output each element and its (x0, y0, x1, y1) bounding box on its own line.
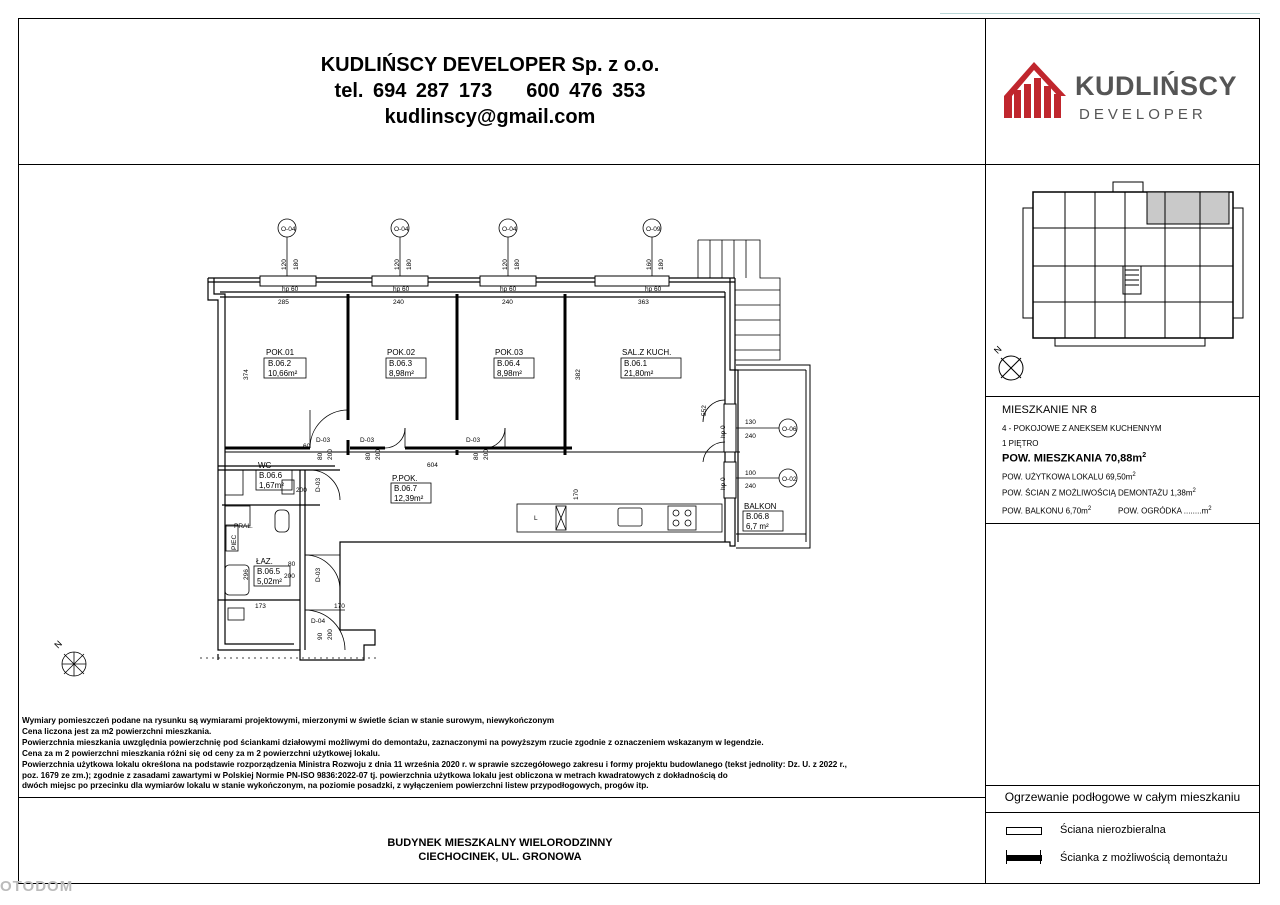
window-label: O-09 (646, 226, 661, 233)
svg-text:10,66m²: 10,66m² (268, 369, 298, 378)
svg-text:180: 180 (406, 259, 413, 270)
svg-text:200: 200 (483, 449, 490, 460)
svg-text:D-03: D-03 (316, 437, 331, 444)
svg-text:D-03: D-03 (315, 567, 322, 582)
svg-text:21,80m²: 21,80m² (624, 369, 654, 378)
svg-text:374: 374 (243, 369, 250, 380)
svg-text:PIEC: PIEC (231, 534, 238, 550)
note-line: Cena liczona jest za m2 powierzchni mieszkania. (22, 726, 212, 736)
svg-text:L: L (534, 515, 538, 522)
svg-text:180: 180 (514, 259, 521, 270)
tel-label: tel. (334, 80, 364, 102)
phone-1[interactable]: 694 287 173 (373, 80, 493, 102)
svg-text:240: 240 (502, 299, 513, 306)
garden-area: POW. OGRÓDKA $........m^2$ (1118, 506, 1212, 516)
svg-text:8,98m²: 8,98m² (497, 369, 522, 378)
svg-text:200: 200 (327, 629, 334, 640)
floor-plan (20, 170, 980, 710)
removable-wall-swatch-tick (1006, 850, 1007, 864)
svg-text:240: 240 (745, 483, 756, 490)
building-info (300, 836, 700, 864)
email[interactable]: kudlinscy@gmail.com (384, 106, 596, 128)
svg-text:B.06.7: B.06.7 (394, 484, 418, 493)
window-label: O-06 (782, 426, 797, 433)
usable-area: POW. UŻYTKOWA LOKALU $69,50m^2$ (1002, 472, 1136, 482)
svg-text:hp 0: hp 0 (720, 425, 727, 438)
phone-2[interactable]: 600 476 353 (526, 80, 646, 102)
header-divider (18, 164, 1260, 165)
note-line: Powierzchnia mieszkania uwzględnia powierzchnię pod ściankami działowymi możliwymi do demontażu, zaznaczonymi na powyższym rzucie zgodnie z oznaczeniem wskazanym w legendzie. (22, 737, 764, 747)
logo-subtitle: DEVELOPER (1079, 106, 1207, 123)
notes-block (22, 716, 972, 792)
svg-text:D-04: D-04 (311, 618, 326, 625)
company-name: KUDLIŃSCY DEVELOPER Sp. z o.o. (320, 54, 660, 76)
svg-text:6,7 m²: 6,7 m² (746, 522, 769, 531)
svg-text:80: 80 (473, 452, 480, 460)
svg-text:B.06.6: B.06.6 (259, 471, 283, 480)
svg-text:296: 296 (243, 569, 250, 580)
svg-text:hp 60: hp 60 (645, 286, 662, 293)
removable-wall-swatch-tick (1040, 850, 1041, 864)
north-label: N (52, 638, 65, 651)
svg-text:hp 60: hp 60 (282, 286, 299, 293)
svg-text:60: 60 (303, 443, 311, 450)
building-line-1: BUDYNEK MIESZKALNY WIELORODZINNY (387, 837, 613, 849)
svg-text:100: 100 (745, 470, 756, 477)
window-label: O-04 (281, 226, 296, 233)
top-accent-line (940, 13, 1260, 14)
room-name: BALKON (744, 502, 777, 511)
keyplan-divider (985, 396, 1260, 397)
room-name: POK.01 (266, 348, 295, 357)
svg-text:B.06.5: B.06.5 (257, 567, 281, 576)
removable-walls-area: POW. ŚCIAN Z MOŻLIWOŚCIĄ DEMONTAŻU $1,38m^2$ (1002, 488, 1196, 498)
notes-divider (18, 797, 985, 798)
svg-text:80: 80 (365, 452, 372, 460)
logo-name: KUDLIŃSCY (1075, 71, 1238, 101)
svg-text:D-03: D-03 (360, 437, 375, 444)
note-line: Powierzchnia użytkowa lokalu określona na podstawie rozporządzenia Ministra Rozwoju z dnia 11 września 2020 r. w sprawie szczegółowego zakresu i formy projektu budowlanego (tekst jednolity: Dz. U. z 2022 r., (22, 759, 847, 769)
legend-divider (985, 785, 1260, 786)
company-header (230, 52, 750, 130)
svg-text:552: 552 (701, 405, 708, 416)
room-name: POK.02 (387, 348, 416, 357)
svg-text:120: 120 (394, 259, 401, 270)
note-line: poz. 1679 ze zm.); zgodnie z zasadami zawartymi w Polskiej Normie PN-ISO 9836:2022-07 tj. powierzchnia użytkowa lokalu jest obliczona w metrach kwadratowych z dokładnością do (22, 770, 728, 780)
note-line: Cena za m 2 powierzchni mieszkania różni się od ceny za m 2 powierzchni użytkowej lokalu. (22, 748, 381, 758)
window-label: O-04 (502, 226, 517, 233)
removable-wall-swatch (1006, 855, 1042, 861)
house-logo-icon (1000, 56, 1072, 120)
svg-text:382: 382 (575, 369, 582, 380)
apartment-type: 4 - POKOJOWE Z ANEKSEM KUCHENNYM (1002, 424, 1162, 433)
svg-text:D-03: D-03 (315, 477, 322, 492)
svg-text:120: 120 (502, 259, 509, 270)
room-name: P.POK. (392, 474, 418, 483)
svg-text:80: 80 (317, 452, 324, 460)
svg-text:hp 0: hp 0 (720, 477, 727, 490)
window-label: O-04 (394, 226, 409, 233)
svg-text:604: 604 (427, 462, 438, 469)
building-line-2: CIECHOCINEK, UL. GRONOWA (418, 851, 582, 863)
svg-text:170: 170 (334, 603, 345, 610)
svg-text:200: 200 (375, 449, 382, 460)
svg-text:B.06.4: B.06.4 (497, 359, 521, 368)
svg-text:363: 363 (638, 299, 649, 306)
svg-text:hp 60: hp 60 (393, 286, 410, 293)
legend-removable-wall: Ścianka z możliwością demontażu (1060, 852, 1228, 864)
north-arrow-icon (62, 652, 86, 676)
balcony-area: POW. BALKONU $6,70m^2$ (1002, 506, 1092, 516)
room-name: POK.03 (495, 348, 524, 357)
svg-text:PRAL.: PRAL. (234, 523, 253, 530)
keyplan-north-label: N (991, 343, 1004, 356)
svg-text:1,67m²: 1,67m² (259, 481, 284, 490)
svg-text:240: 240 (745, 433, 756, 440)
svg-text:180: 180 (293, 259, 300, 270)
svg-text:12,39m²: 12,39m² (394, 494, 424, 503)
svg-text:173: 173 (255, 603, 266, 610)
note-line: Wymiary pomieszczeń podane na rysunku są wymiarami projektowymi, mierzonymi w świetle ścian w stanie surowym, niewykończonym (22, 716, 555, 725)
svg-text:200: 200 (327, 449, 334, 460)
svg-text:B.06.2: B.06.2 (268, 359, 292, 368)
legend-permanent-wall: Ściana nierozbieralna (1060, 824, 1166, 836)
svg-text:5,02m²: 5,02m² (257, 577, 282, 586)
key-plan (991, 178, 1255, 388)
svg-text:90: 90 (317, 632, 324, 640)
svg-text:130: 130 (745, 419, 756, 426)
window-label: O-02 (782, 476, 797, 483)
svg-text:D-03: D-03 (466, 437, 481, 444)
note-line: dwóch miejsc po przecinku dla wymiarów lokalu w stanie wykończonym, na poziomie posadzki, z wyłączeniem powierzchni listew przypodłogowych, progów itp. (22, 781, 649, 791)
svg-text:8,98m²: 8,98m² (389, 369, 414, 378)
svg-text:200: 200 (284, 573, 295, 580)
apartment-area: POW. MIESZKANIA $70,88m^2$ (1002, 452, 1147, 465)
room-name: SAL.Z KUCH. (622, 348, 672, 357)
right-column-divider (985, 18, 986, 884)
svg-text:80: 80 (288, 561, 296, 568)
watermark: OTODOM (0, 878, 74, 895)
phone-line (230, 78, 750, 104)
heating-divider (985, 812, 1260, 813)
info-divider (985, 523, 1260, 524)
svg-text:B.06.3: B.06.3 (389, 359, 413, 368)
apartment-title: MIESZKANIE NR 8 (1002, 404, 1097, 416)
svg-text:120: 120 (281, 259, 288, 270)
svg-text:200: 200 (296, 487, 307, 494)
permanent-wall-swatch (1006, 827, 1042, 835)
svg-text:180: 180 (658, 259, 665, 270)
svg-text:B.06.8: B.06.8 (746, 512, 770, 521)
svg-text:170: 170 (573, 489, 580, 500)
svg-text:160: 160 (646, 259, 653, 270)
svg-text:240: 240 (393, 299, 404, 306)
heating-note: Ogrzewanie podłogowe w całym mieszkaniu (1004, 790, 1241, 804)
room-name: WC (258, 461, 272, 470)
svg-text:hp 60: hp 60 (500, 286, 517, 293)
svg-text:285: 285 (278, 299, 289, 306)
svg-text:B.06.1: B.06.1 (624, 359, 648, 368)
apartment-floor: 1 PIĘTRO (1002, 439, 1039, 448)
room-name: ŁAZ. (256, 557, 273, 566)
